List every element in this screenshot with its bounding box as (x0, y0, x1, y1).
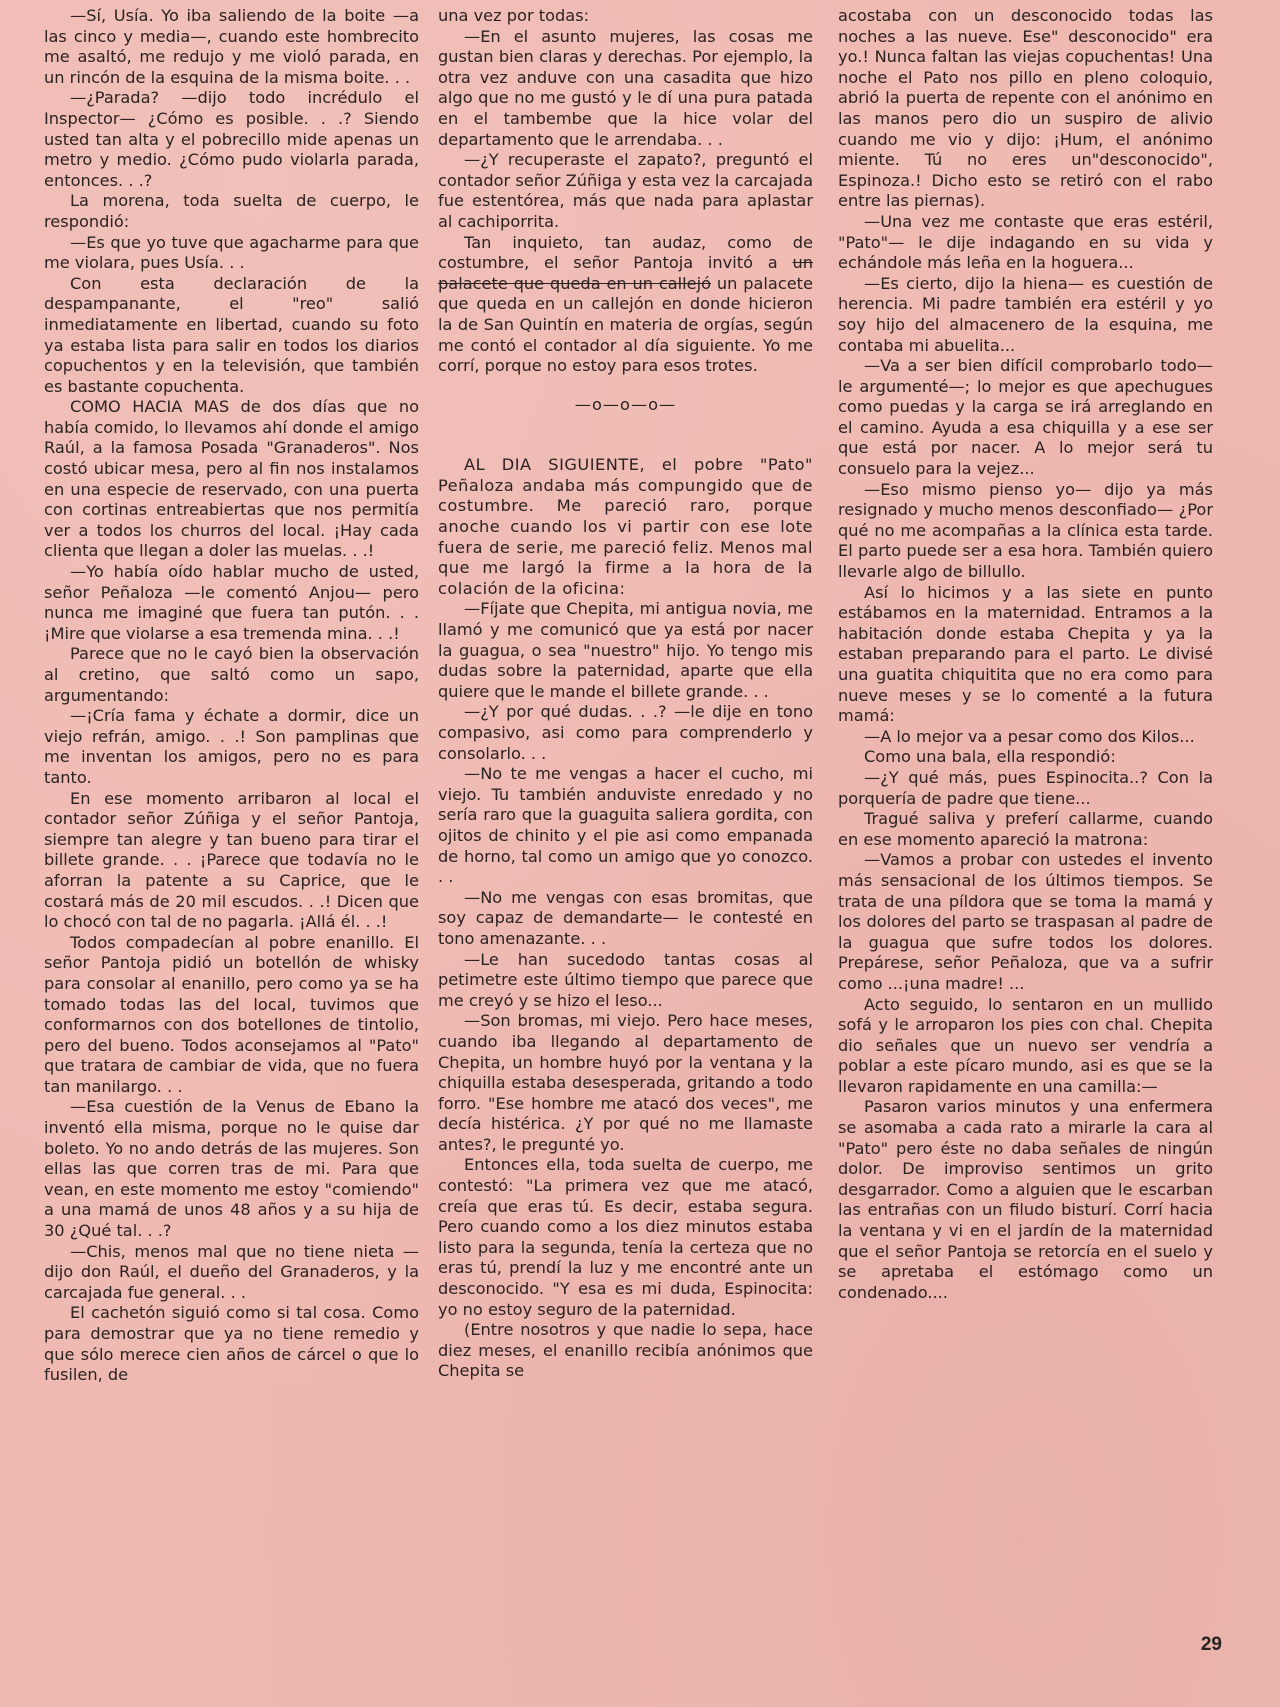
paragraph: La morena, toda suelta de cuerpo, le respondió: (44, 191, 419, 231)
magazine-page (44, 6, 1234, 1696)
text-column-3 (838, 6, 1213, 1303)
paragraph: Pasaron varios minutos y una enfermera se asomaba a cada rato a mirarle la cara al "Pato" pero éste no daba señales de ningún dolor. De improviso sentimos un grito desgarrador. Como a alguien que le escarban las entrañas con un filudo bisturí. Corrí hacia la ventana y vi en el jardín de la maternidad que el señor Pantoja se retorcía en el suelo y se apretaba el estómago como un condenado.... (838, 1097, 1213, 1302)
paragraph: Parece que no le cayó bien la observación al cretino, que saltó como un sapo, argumentando: (44, 644, 419, 705)
paragraph: Así lo hicimos y a las siete en punto estábamos en la maternidad. Entramos a la habitación donde estaba Chepita y ya la estaban preparando para el parto. Le divisé una guatita chiquitita que no era como para nueve meses y se lo comenté a la futura mamá: (838, 582, 1213, 726)
paragraph: —No me vengas con esas bromitas, que soy capaz de demandarte— le contesté en tono amenazante. . . (438, 887, 813, 948)
paragraph: Todos compadecían al pobre enanillo. El señor Pantoja pidió un botellón de whisky para consolar al enanillo, pero como ya se ha tomado todas las del local, tuvimos que conformarnos con dos botellones de tintolio, pero del bueno. Todos aconsejamos al "Pato" que tratara de cambiar de vida, que no fuera tan manilargo. . . (44, 932, 419, 1096)
paragraph-text: un palacete que queda en un callejón en donde hicieron la de San Quintín en materia de orgías, según me contó el contador al día siguiente. Yo me corrí, porque no estoy para esos trotes. (438, 273, 813, 376)
paragraph: Tragué saliva y preferí callarme, cuando en ese momento apareció la matrona: (838, 809, 1213, 849)
text-column-2 (438, 6, 813, 1382)
paragraph: —¿Y por qué dudas. . .? —le dije en tono compasivo, asi como para comprenderlo y consolarlo. . . (438, 702, 813, 763)
paragraph: —Sí, Usía. Yo iba saliendo de la boite —a las cinco y media—, cuando este hombrecito me asaltó, me redujo y me violó parada, en un rincón de la esquina de la misma boite. . . (44, 6, 419, 87)
struck-out-line: un palacete que queda en un callejó (438, 253, 813, 293)
paragraph: Con esta declaración de la despampanante, el "reo" salió inmediatamente en libertad, cuando su foto ya estaba lista para salir en todos los diarios copuchentos y en la televisión, que también es bastante copuchenta. (44, 273, 419, 396)
paragraph: En ese momento arribaron al local el contador señor Zúñiga y el señor Pantoja, siempre tan alegre y tan bueno para tirar el billete grande. . . ¡Parece que todavía no le aforran la patente a su Caprice, que le costará más de 20 mil escudos. . .! Dicen que lo chocó con tal de no pagarla. ¡Allá él. . .! (44, 788, 419, 932)
page-number: 29 (1200, 1634, 1222, 1655)
paragraph: acostaba con un desconocido todas las noches a las nueve. Ese" desconocido" era yo.! Nunca faltan las viejas copuchentas! Una noche el Pato nos pillo en pleno coloquio, abrió la puerta de repente con el anónimo en las manos pero dio un suspiro de alivio cuando me vio y dijo: ¡Hum, el anónimo miente. Tú no eres un"desconocido", Espinoza.! Dicho esto se retiró con el rabo entre las piernas). (838, 6, 1213, 211)
paragraph: —Son bromas, mi viejo. Pero hace meses, cuando iba llegando al departamento de Chepita, un hombre huyó por la ventana y la chiquilla estaba desesperada, gritando a todo forro. "Ese hombre me atacó dos veces", me decía histérica. ¿Y por qué no me llamaste antes?, le pregunté yo. (438, 1011, 813, 1154)
paragraph: —¿Parada? —dijo todo incrédulo el Inspector— ¿Cómo es posible. . .? Siendo usted tan alta y el pobrecillo mide apenas un metro y medio. ¿Cómo pudo violarla parada, entonces. . .? (44, 88, 419, 190)
paragraph-text: Tan inquieto, tan audaz, como de costumbre, el señor Pantoja invitó a (438, 232, 813, 273)
paragraph: —En el asunto mujeres, las cosas me gustan bien claras y derechas. Por ejemplo, la otra vez anduve con una casadita que hizo algo que no me gustó y le dí una pura patada en el tambembe que la hice volar del departamento que le arrendaba. . . (438, 26, 813, 149)
paragraph: (Entre nosotros y que nadie lo sepa, hace diez meses, el enanillo recibía anónimos que Chepita se (438, 1320, 813, 1381)
paragraph: —Fíjate que Chepita, mi antigua novia, me llamó y me comunicó que ya está por nacer la guagua, o sea "nuestro" hijo. Yo tengo mis dudas sobre la paternidad, aparte que ella quiere que le mande el billete grande. . . (438, 599, 813, 701)
section-paragraph: AL DIA SIGUIENTE, el pobre "Pato" Peñaloza andaba más compungido que de costumbre. Me pareció raro, porque anoche cuando los vi partir con ese lote fuera de serie, me pareció feliz. Menos mal que me largó la firme a la hora de la colación de la oficina: (438, 455, 813, 598)
paragraph: —Es cierto, dijo la hiena— es cuestión de herencia. Mi padre también era estéril y yo soy hijo del almacenero de la esquina, me contaba mi abuelita... (838, 273, 1213, 355)
paragraph: —Le han sucedodo tantas cosas al petimetre este último tiempo que parece que me creyó y se hizo el leso... (438, 949, 813, 1010)
paragraph: —No te me vengas a hacer el cucho, mi viejo. Tu también anduviste enredado y no sería raro que la guaguita saliera gordita, con ojitos de chinito y el pie asi como empanada de horno, tal como un amigo que yo conozco. . . (438, 764, 813, 887)
section-paragraph: COMO HACIA MAS de dos días que no había comido, lo llevamos ahí donde el amigo Raúl, a la famosa Posada "Granaderos". Nos costó ubicar mesa, pero al fin nos instalamos en una especie de reservado, con una puerta con cortinas entreabiertas que nos permitía ver a todos los churros del local. ¡Hay cada clienta que llegan a doler las muelas. . .! (44, 397, 419, 561)
paragraph: —¿Y recuperaste el zapato?, preguntó el contador señor Zúñiga y esta vez la carcajada fue estentórea, más que nada para aplastar al cachiporrita. (438, 150, 813, 231)
paragraph: Entonces ella, toda suelta de cuerpo, me contestó: "La primera vez que me atacó, creía que eras tú. Es decir, estaba segura. Pero cuando como a los diez minutos estaba listo para la segunda, tenía la certeza que no eras tú, prendí la luz y me encontré ante un desconocido. "Y esa es mi duda, Espinocita: yo no estoy seguro de la paternidad. (438, 1155, 813, 1319)
paragraph: —¡Cría fama y échate a dormir, dice un viejo refrán, amigo. . .! Son pamplinas que me inventan los amigos, pero no es para tanto. (44, 706, 419, 787)
paragraph: —¿Y qué más, pues Espinocita..? Con la porquería de padre que tiene... (838, 767, 1213, 808)
paragraph: una vez por todas: (438, 6, 590, 25)
paragraph-with-correction (438, 233, 813, 377)
text-column-1 (44, 6, 419, 1386)
paragraph: Como una bala, ella respondió: (864, 747, 1116, 767)
paragraph: —Esa cuestión de la Venus de Ebano la inventó ella misma, porque no le quise dar boleto. Yo no ando detrás de las mujeres. Son ellas las que corren tras de mi. Para que vean, en este momento me estoy "comiendo" a una mamá de unos 48 años y a su hija de 30 ¿Qué tal. . .? (44, 1097, 419, 1241)
section-divider: —o—o—o— (574, 394, 677, 414)
paragraph: —Yo había oído hablar mucho de usted, señor Peñaloza —le comentó Anjou— pero nunca me imaginé que fuera tan putón. . . ¡Mire que violarse a esa tremenda mina. . .! (44, 562, 419, 643)
paragraph: Acto seguido, lo sentaron en un mullido sofá y le arroparon los pies con chal. Chepita dio señales que un nuevo ser vendría a poblar a este pícaro mundo, asi es que se la llevaron rapidamente en una camilla:— (838, 994, 1213, 1096)
paragraph: —Chis, menos mal que no tiene nieta —dijo don Raúl, el dueño del Granaderos, y la carcajada fue general. . . (44, 1241, 419, 1302)
paragraph: —A lo mejor va a pesar como dos Kilos... (864, 726, 1195, 746)
paragraph: —Va a ser bien difícil comprobarlo todo— le argumenté—; lo mejor es que apechugues como puedas y la carga se irá arreglando en el camino. Ayuda a esa chiquilla y a ese ser que está por nacer. A lo mejor será tu consuelo para la vejez... (838, 356, 1213, 479)
paragraph: El cachetón siguió como si tal cosa. Como para demostrar que ya no tiene remedio y que sólo merece cien años de cárcel o que lo fusilen, de (44, 1303, 419, 1385)
paragraph: —Eso mismo pienso yo— dijo ya más resignado y mucho menos desconfiado— ¿Por qué no me acompañas a la clínica esta tarde. El parto puede ser a esa hora. También quiero llevarle algo de billullo. (838, 479, 1213, 582)
paragraph: —Una vez me contaste que eras estéril, "Pato"— le dije indagando en su vida y echándole más leña en la hoguera... (838, 211, 1213, 273)
paragraph: —Es que yo tuve que agacharme para que me violara, pues Usía. . . (44, 232, 419, 273)
paragraph: —Vamos a probar con ustedes el invento más sensacional de los últimos tiempos. Se trata de una píldora que se toma la mamá y los dolores del parto se traspasan al padre de la guagua que sufre todos los dolores. Prepárese, señor Peñaloza, que va a sufrir como ...¡una madre! ... (838, 850, 1213, 993)
